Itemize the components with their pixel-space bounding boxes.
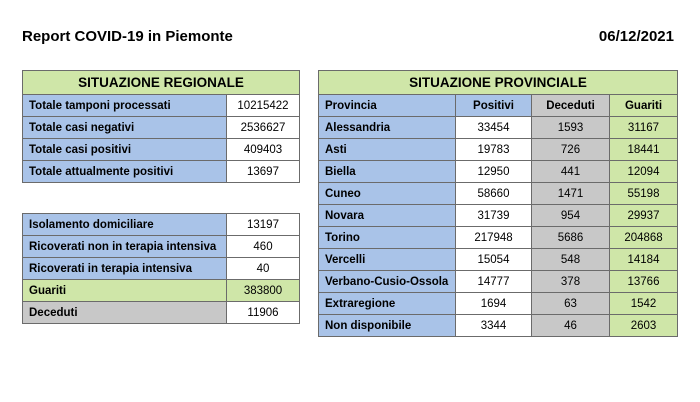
col-header-guariti: Guariti [610,95,678,117]
deceduti-value: 548 [532,249,610,271]
province-name: Alessandria [319,117,456,139]
regional-summary-table [22,70,300,183]
row-value: 409403 [227,139,300,161]
table-row [23,161,300,183]
row-value: 383800 [227,280,300,302]
table-row [23,117,300,139]
guariti-value: 31167 [610,117,678,139]
row-label: Totale casi negativi [23,117,227,139]
positivi-value: 33454 [456,117,532,139]
province-name: Extraregione [319,293,456,315]
table-row [319,249,678,271]
province-name: Non disponibile [319,315,456,337]
col-header-positivi: Positivi [456,95,532,117]
table-row [319,293,678,315]
table-row [23,236,300,258]
provincial-table [318,70,678,337]
deceduti-value: 441 [532,161,610,183]
positivi-value: 1694 [456,293,532,315]
report-date: 06/12/2021 [598,28,674,45]
guariti-value: 204868 [610,227,678,249]
col-header-provincia: Provincia [319,95,456,117]
regional-details-table [22,213,300,324]
guariti-value: 2603 [610,315,678,337]
row-label: Ricoverati non in terapia intensiva [23,236,227,258]
table-row [319,227,678,249]
deceduti-value: 63 [532,293,610,315]
row-label: Totale tamponi processati [23,95,227,117]
deceduti-value: 726 [532,139,610,161]
positivi-value: 12950 [456,161,532,183]
deceduti-value: 1471 [532,183,610,205]
row-value: 13697 [227,161,300,183]
province-name: Vercelli [319,249,456,271]
row-label: Isolamento domiciliare [23,214,227,236]
col-header-deceduti: Deceduti [532,95,610,117]
row-value: 2536627 [227,117,300,139]
table-row-guariti [23,280,300,302]
province-name: Cuneo [319,183,456,205]
regional-header: SITUAZIONE REGIONALE [23,71,300,95]
guariti-value: 29937 [610,205,678,227]
guariti-value: 13766 [610,271,678,293]
guariti-value: 55198 [610,183,678,205]
deceduti-value: 378 [532,271,610,293]
table-row [319,117,678,139]
province-name: Torino [319,227,456,249]
table-row [319,271,678,293]
positivi-value: 31739 [456,205,532,227]
positivi-value: 58660 [456,183,532,205]
row-label: Totale casi positivi [23,139,227,161]
row-label: Totale attualmente positivi [23,161,227,183]
row-value: 10215422 [227,95,300,117]
positivi-value: 217948 [456,227,532,249]
table-row [319,139,678,161]
table-row [23,139,300,161]
positivi-value: 15054 [456,249,532,271]
table-row [319,205,678,227]
deceduti-value: 954 [532,205,610,227]
row-value: 460 [227,236,300,258]
deceduti-value: 46 [532,315,610,337]
province-name: Biella [319,161,456,183]
report-title: Report COVID-19 in Piemonte [22,28,233,45]
positivi-value: 19783 [456,139,532,161]
deceduti-value: 1593 [532,117,610,139]
province-name: Verbano-Cusio-Ossola [319,271,456,293]
column-headers [319,95,678,117]
positivi-value: 14777 [456,271,532,293]
row-value: 40 [227,258,300,280]
deceduti-value: 5686 [532,227,610,249]
guariti-value: 18441 [610,139,678,161]
table-row [23,95,300,117]
row-label: Ricoverati in terapia intensiva [23,258,227,280]
table-row [319,161,678,183]
row-value: 13197 [227,214,300,236]
table-row [319,315,678,337]
provincial-header: SITUAZIONE PROVINCIALE [319,71,678,95]
table-row [319,183,678,205]
row-value: 11906 [227,302,300,324]
guariti-value: 12094 [610,161,678,183]
row-label: Deceduti [23,302,227,324]
table-row [23,258,300,280]
table-row [23,214,300,236]
guariti-value: 14184 [610,249,678,271]
table-row-deceduti [23,302,300,324]
row-label: Guariti [23,280,227,302]
positivi-value: 3344 [456,315,532,337]
province-name: Asti [319,139,456,161]
province-name: Novara [319,205,456,227]
guariti-value: 1542 [610,293,678,315]
